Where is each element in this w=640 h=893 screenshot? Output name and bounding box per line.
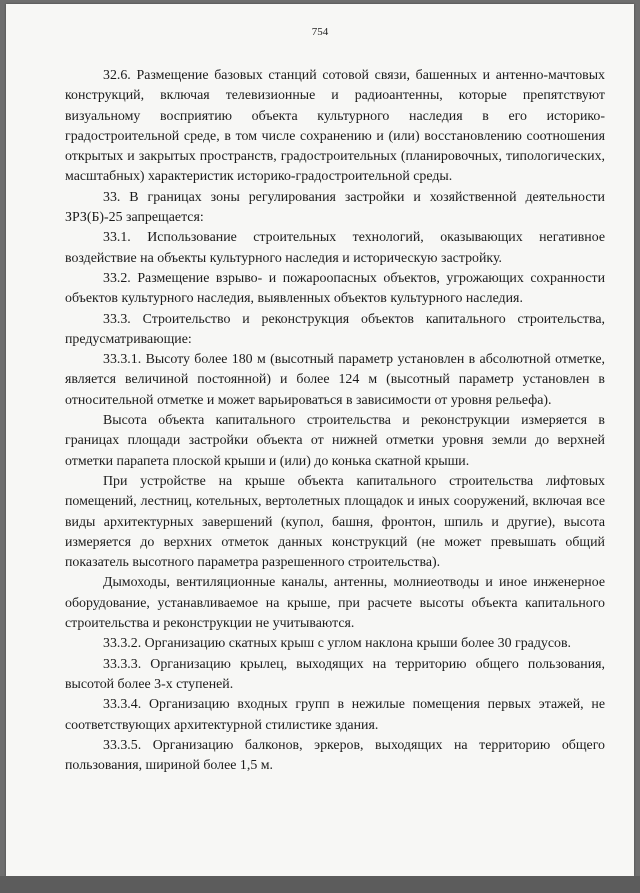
paragraph-33-3-1: 33.3.1. Высоту более 180 м (высотный параметр установлен в абсолютной отметке, является величиной постоянной) и более 124 м (высотный параметр установлен в относительной отметке и может варьироваться в зависимости от уровня рельефа). [65,352,605,408]
paragraph-33-3-3: 33.3.3. Организацию крылец, выходящих на территорию общего пользования, высотой более 3-х ступеней. [65,656,605,692]
scan-bottom-edge [0,876,640,893]
paragraph-33-3-4: 33.3.4. Организацию входных групп в нежилые помещения первых этажей, не соответствующих архитектурной стилистике здания. [65,697,605,733]
paragraph-height-measure: Высота объекта капитального строительства и реконструкции измеряется в границах площади застройки объекта от нижней отметки уровня земли до верхней отметки парапета плоской крыши и (или) до конька скатной крыши. [65,413,605,469]
paragraph-roof-structures: При устройстве на крыше объекта капитального строительства лифтовых помещений, лестниц, котельных, вертолетных площадок и иных сооружений, включая все виды архитектурных завершений (купол, башня, фронтон, шпиль и другие), высота измеряется до верхних отметок данных конструкций (не может превышать общий показатель высотного параметра разрешенного строительства). [65,473,605,571]
paragraph-33-3: 33.3. Строительство и реконструкция объектов капитального строительства, предусматривающие: [65,311,605,347]
paragraph-33-2: 33.2. Размещение взрыво- и пожароопасных объектов, угрожающих сохранности объектов культурного наследия, выявленных объектов культурного наследия. [65,270,605,307]
paragraph-32-6: 32.6. Размещение базовых станций сотовой связи, башенных и антенно-мачтовых конструкций, включая телевизионные и радиоантенны, которые препятствуют визуальному восприятию объекта культурного наследия в его историко-градостроительной среде, в том числе сохранению и (или) восстановлению соотношения открытых и закрытых пространств, градостроительных (планировочных, типологических, масштабных) характеристик историко-градостроительной среды. [65,68,605,185]
page-number: 754 [311,26,329,38]
paragraph-roof-equipment: Дымоходы, вентиляционные каналы, антенны, молниеотводы и иное инженерное оборудование, устанавливаемое на крыше, при расчете высоты объекта капитального строительства и реконструкции не учитываются. [65,575,605,632]
paragraph-33: 33. В границах зоны регулирования застройки и хозяйственной деятельности ЗРЗ(Б)-25 запрещается: [65,189,605,226]
paragraph-33-3-2: 33.3.2. Организацию скатных крыш с углом наклона крыши более 30 градусов. [103,636,571,652]
document-body [65,66,605,776]
paragraph-33-1: 33.1. Использование строительных технологий, оказывающих негативное воздействие на объекты культурного наследия и историческую застройку. [65,230,605,266]
document-page [6,4,634,876]
paragraph-33-3-5: 33.3.5. Организацию балконов, эркеров, выходящих на территорию общего пользования, шириной более 1,5 м. [65,737,605,774]
